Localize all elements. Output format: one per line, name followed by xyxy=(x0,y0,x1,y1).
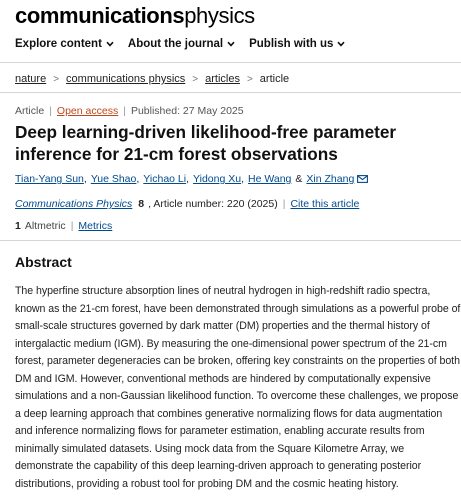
author-link[interactable]: He Wang xyxy=(248,173,292,185)
altmetric-label: Altmetric xyxy=(24,220,66,232)
breadcrumb-nature[interactable]: nature xyxy=(15,73,47,85)
breadcrumb-articles[interactable]: articles xyxy=(205,73,240,85)
metrics-link[interactable]: Metrics xyxy=(78,220,113,232)
article-number: , Article number: 220 (2025) xyxy=(148,198,278,210)
meta-separator: | xyxy=(49,105,52,117)
nav-explore-content[interactable] xyxy=(15,38,114,50)
volume-number: 8 xyxy=(138,198,145,210)
journal-link[interactable]: Communications Physics xyxy=(15,198,133,210)
breadcrumb-divider xyxy=(0,92,461,93)
nav-label: Explore content xyxy=(15,38,102,50)
article-meta xyxy=(15,105,244,117)
abstract-text: The hyperfine structure absorption lines of neutral hydrogen in high-redshift radio spectra, known as the 21-cm forest, have been demonstrated through simulations as a powerful probe of small-scale structures governed by dark matter (DM) properties and the thermal history of intergalactic medium (IGM). By measuring the one-dimensional power spectrum of the 21-cm forest, parameter degeneracies can be broken, offering key constraints on the properties of both DM and IGM. However, conventional methods are hindered by computationally expensive simulations and a non-Gaussian likelihood function. To overcome these challenges, we propose a deep learning approach that combines generative normalizing flows for data augmentation and inference normalizing flows for parameter estimation, enabling accurate results from minimally simulated datasets. Using mock data from the Square Kilometre Array, we demonstrate the capability of this deep learning-driven approach to generating posterior distributions, providing a robust tool for probing DM and the cosmic heating history. xyxy=(15,285,461,491)
nav-divider xyxy=(0,62,461,63)
article-type: Article xyxy=(15,105,45,117)
abstract-divider xyxy=(0,240,461,241)
altmetric-count: 1 xyxy=(15,220,21,232)
breadcrumb-separator-icon: > xyxy=(53,73,60,85)
abstract-heading: Abstract xyxy=(15,254,72,270)
logo-light-text: physics xyxy=(184,3,255,28)
nav-publish-with-us[interactable] xyxy=(249,38,345,50)
chevron-down-icon xyxy=(337,41,345,47)
cite-this-article-link[interactable]: Cite this article xyxy=(290,198,360,210)
main-nav xyxy=(15,38,345,50)
chevron-down-icon xyxy=(227,41,235,47)
metrics-separator: | xyxy=(70,220,74,232)
logo-bold-text: communications xyxy=(15,3,185,28)
journal-logo[interactable] xyxy=(15,3,255,29)
author-joiner: & xyxy=(295,173,303,185)
nav-label: About the journal xyxy=(127,38,224,50)
chevron-down-icon xyxy=(106,41,114,47)
author-link[interactable]: Xin Zhang xyxy=(306,173,355,185)
author-link[interactable]: Yidong Xu xyxy=(193,173,242,185)
breadcrumb-communications-physics[interactable]: communications physics xyxy=(66,73,186,85)
published-date: Published: 27 May 2025 xyxy=(130,105,244,117)
open-access-link[interactable]: Open access xyxy=(56,105,119,117)
author-link[interactable]: Tian-Yang Sun xyxy=(15,173,84,185)
breadcrumb-separator-icon: > xyxy=(246,73,253,85)
author-link[interactable]: Yue Shao xyxy=(90,173,137,185)
author-link[interactable]: Yichao Li xyxy=(143,173,187,185)
meta-separator: | xyxy=(123,105,126,117)
nav-label: Publish with us xyxy=(249,38,334,50)
breadcrumb-separator-icon: > xyxy=(192,73,199,85)
article-title: Deep learning-driven likelihood-free parameter inference for 21-cm forest observations xyxy=(15,122,397,164)
metrics-line xyxy=(15,220,112,232)
citation-line xyxy=(15,198,359,210)
nav-about-journal[interactable] xyxy=(128,38,235,50)
citation-separator: | xyxy=(282,198,286,210)
breadcrumb-current: article xyxy=(259,73,290,85)
author-list: Tian-Yang Sun , Yue Shao , Yichao Li , Yidong Xu , He Wang & Xin Zhang xyxy=(15,173,368,185)
breadcrumb xyxy=(15,73,289,85)
mail-icon[interactable] xyxy=(357,175,368,183)
